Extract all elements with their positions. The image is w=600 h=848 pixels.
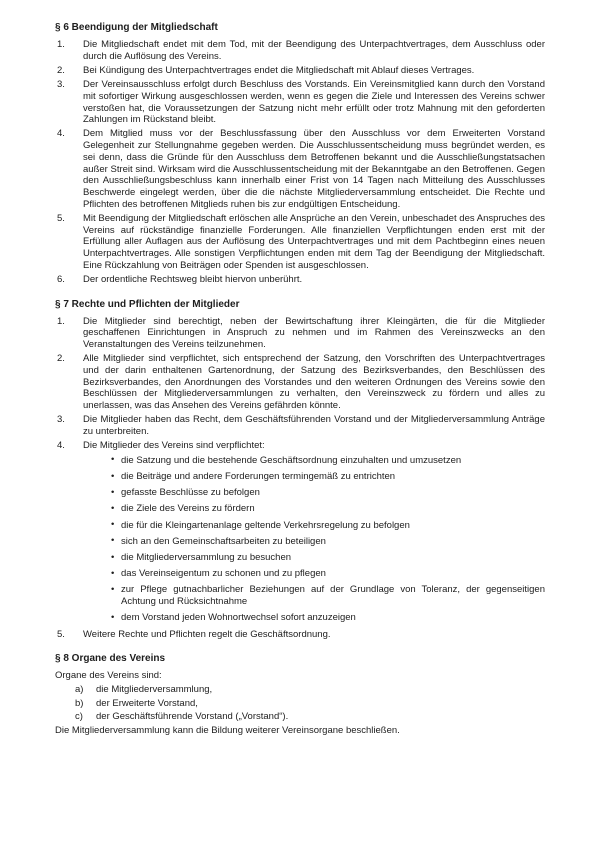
plain-paragraph: Organe des Vereins sind: bbox=[55, 670, 162, 682]
item-text: Der ordentliche Rechtsweg bleibt hiervon unberührt. bbox=[83, 273, 303, 285]
section-heading: § 7 Rechte und Pflichten der Mitglieder bbox=[55, 298, 240, 310]
item-text: die Mitgliederversammlung, bbox=[96, 683, 213, 695]
bullet-text: sich an den Gemeinschaftsarbeiten zu beteiligen bbox=[121, 535, 326, 547]
item-marker: 5. bbox=[57, 212, 65, 224]
item-marker: b) bbox=[75, 697, 84, 709]
numbered-list-item bbox=[55, 440, 545, 624]
item-text: Der Vereinsausschluss erfolgt durch Beschluss des Vorstands. Ein Vereinsmitglied kann durch den Vorstand mit sofortiger Wirkung ausgeschlossen werden, wenn es gegen die Ziele und Interessen des Vereins schwer verstoßen hat, die Voraussetzungen der Satzung nicht mehr erfüllt oder trotz Mahnung mit den geforderten Zahlungen im Rückstand bleibt. bbox=[83, 79, 545, 126]
item-marker: 2. bbox=[57, 353, 65, 365]
item-marker: 3. bbox=[57, 79, 65, 91]
bullet-text: die Satzung und die bestehende Geschäftsordnung einzuhalten und umzusetzen bbox=[121, 454, 462, 466]
bullet-list-item bbox=[83, 536, 545, 548]
bullet-text: gefasste Beschlüsse zu befolgen bbox=[121, 487, 260, 499]
item-text: Mit Beendigung der Mitgliedschaft erlöschen alle Ansprüche an den Verein, unbeschadet des Anspruches des Vereins auf rückständige finanzielle Forderungen. Alle finanziellen Verpflichtungen enden erst mit der Erfüllung aller Auflagen aus der Auflösung des Unterpachtvertrages und mit dem Pachtbeginn eines neuen Unterpachtvertrages. Alle sonstigen Verpflichtungen enden mit dem Tag der Beendigung der Mitgliedschaft. Eine Rückzahlung von Beiträgen oder Spenden ist ausgeschlossen. bbox=[83, 212, 545, 271]
bullet-list-item bbox=[83, 503, 545, 515]
item-marker: 1. bbox=[57, 39, 65, 50]
alpha-list-item bbox=[55, 698, 545, 710]
bullet-list-item bbox=[83, 552, 545, 564]
item-marker: 5. bbox=[57, 628, 65, 640]
bullet-list-item bbox=[83, 568, 545, 580]
bullet-dot: • bbox=[111, 486, 115, 498]
bullet-dot: • bbox=[111, 535, 115, 547]
item-marker: 4. bbox=[57, 128, 65, 140]
bullet-dot: • bbox=[111, 519, 115, 531]
item-text: Bei Kündigung des Unterpachtvertrages endet die Mitgliedschaft mit Ablauf dieses Vertrages. bbox=[83, 64, 475, 76]
item-text: Die Mitglieder sind berechtigt, neben der Bewirtschaftung ihrer Kleingärten, die für die Mitglieder geschaffenen Einrichtungen in Anspruch zu nehmen und im Rahmen des Vereinszwecks an den Veranstaltungen des Vereins teilzunehmen. bbox=[83, 315, 545, 350]
item-marker: 3. bbox=[57, 414, 65, 426]
numbered-list-item bbox=[55, 65, 545, 77]
item-text: Die Mitglieder des Vereins sind verpflichtet: bbox=[83, 440, 265, 452]
bullet-list-item bbox=[83, 520, 545, 532]
item-text: Alle Mitglieder sind verpflichtet, sich entsprechend der Satzung, den Vorschriften des Unterpachtvertrages und der darin enthaltenen Gartenordnung, der Satzung des Bezirksverbandes, den Beschlüssen des Bezirksverbandes, den Anordnungen des Vorstandes und den weiteren Ordnungen des Vereins sowie den Beschlüssen der Mitgliederversammlungen zu verhalten, den Vereinszweck zu fördern und alles zu unerlassen, was das Ansehen des Vereins gefährden könnte. bbox=[83, 353, 545, 411]
bullet-dot: • bbox=[111, 470, 115, 482]
numbered-list-item bbox=[55, 414, 545, 437]
document-section bbox=[55, 22, 545, 286]
numbered-list-item bbox=[55, 39, 545, 62]
bullet-text: zur Pflege gutnachbarlicher Beziehungen auf der Grundlage von Toleranz, der gegenseitigen Achtung und Rücksichtnahme bbox=[121, 584, 545, 608]
item-marker: c) bbox=[75, 711, 83, 723]
item-text: der Erweiterte Vorstand, bbox=[96, 697, 198, 709]
item-marker: 2. bbox=[57, 64, 65, 76]
bullet-dot: • bbox=[111, 551, 115, 563]
bullet-text: das Vereinseigentum zu schonen und zu pflegen bbox=[121, 568, 326, 580]
bullet-text: die Mitgliederversammlung zu besuchen bbox=[121, 552, 292, 564]
numbered-list-item bbox=[55, 629, 545, 641]
item-text: Die Mitglieder haben das Recht, dem Geschäftsführenden Vorstand und der Mitgliederversammlung Anträge zu unterbreiten. bbox=[83, 414, 545, 437]
bullet-text: dem Vorstand jeden Wohnortwechsel sofort anzuzeigen bbox=[121, 612, 356, 624]
plain-paragraph: Die Mitgliederversammlung kann die Bildung weiterer Vereinsorgane beschließen. bbox=[55, 725, 400, 737]
bullet-list bbox=[83, 455, 545, 624]
bullet-list-item bbox=[83, 584, 545, 607]
item-text: der Geschäftsführende Vorstand („Vorstand“). bbox=[96, 711, 289, 723]
bullet-list-item bbox=[83, 471, 545, 483]
bullet-list-item bbox=[83, 455, 545, 467]
bullet-list-item bbox=[83, 612, 545, 624]
bullet-list-item bbox=[83, 487, 545, 499]
alpha-list-item bbox=[55, 684, 545, 696]
bullet-dot: • bbox=[111, 611, 115, 623]
bullet-text: die Ziele des Vereins zu fördern bbox=[121, 503, 255, 515]
numbered-list-item bbox=[55, 128, 545, 210]
bullet-dot: • bbox=[111, 502, 115, 514]
numbered-list-item bbox=[55, 353, 545, 412]
item-marker: 1. bbox=[57, 315, 65, 327]
item-text: Die Mitgliedschaft endet mit dem Tod, mit der Beendigung des Unterpachtvertrages, dem Ausschluss oder durch die Auflösung des Vereins. bbox=[83, 39, 545, 62]
document-content bbox=[55, 22, 545, 737]
bullet-dot: • bbox=[111, 583, 115, 595]
bullet-dot: • bbox=[111, 567, 115, 579]
numbered-list-item bbox=[55, 79, 545, 126]
item-text: Dem Mitglied muss vor der Beschlussfassung über den Ausschluss vor dem Erweiterten Vorstand Gelegenheit zur Stellungnahme gegeben werden. Die Ausschlussentscheidung muss begründet werden, es sei denn, dass die Gründe für den Ausschluss dem Betroffenen bekannt und die Ausschließungstatsachen außer Streit sind. Wirksam wird die Ausschlussentscheidung mit der Bekanntgabe an den Betroffenen. Gegen den Ausschließungsbeschluss kann innerhalb einer Frist von 14 Tagen nach Mitteilung des Ausschlusses Beschwerde eingelegt werden, über die die nächste Mitgliederversammlung entscheidet. Die Rechte und Pflichten des betroffenen Mitglieds ruhen bis zur endgültigen Entscheidung. bbox=[83, 128, 545, 210]
bullet-text: die Beiträge und andere Forderungen termingemäß zu entrichten bbox=[121, 471, 396, 482]
item-marker: a) bbox=[75, 683, 84, 695]
numbered-list-item bbox=[55, 316, 545, 351]
item-text: Weitere Rechte und Pflichten regelt die Geschäftsordnung. bbox=[83, 628, 331, 640]
bullet-dot: • bbox=[111, 454, 115, 466]
numbered-list-item bbox=[55, 213, 545, 272]
section-heading: § 8 Organe des Vereins bbox=[55, 653, 166, 665]
document-section bbox=[55, 653, 545, 737]
bullet-text: die für die Kleingartenanlage geltende Verkehrsregelung zu befolgen bbox=[121, 519, 410, 531]
section-heading: § 6 Beendigung der Mitgliedschaft bbox=[55, 22, 218, 33]
item-marker: 6. bbox=[57, 273, 65, 285]
alpha-list-item bbox=[55, 711, 545, 723]
numbered-list-item bbox=[55, 274, 545, 286]
item-marker: 4. bbox=[57, 440, 65, 452]
document-section bbox=[55, 299, 545, 641]
